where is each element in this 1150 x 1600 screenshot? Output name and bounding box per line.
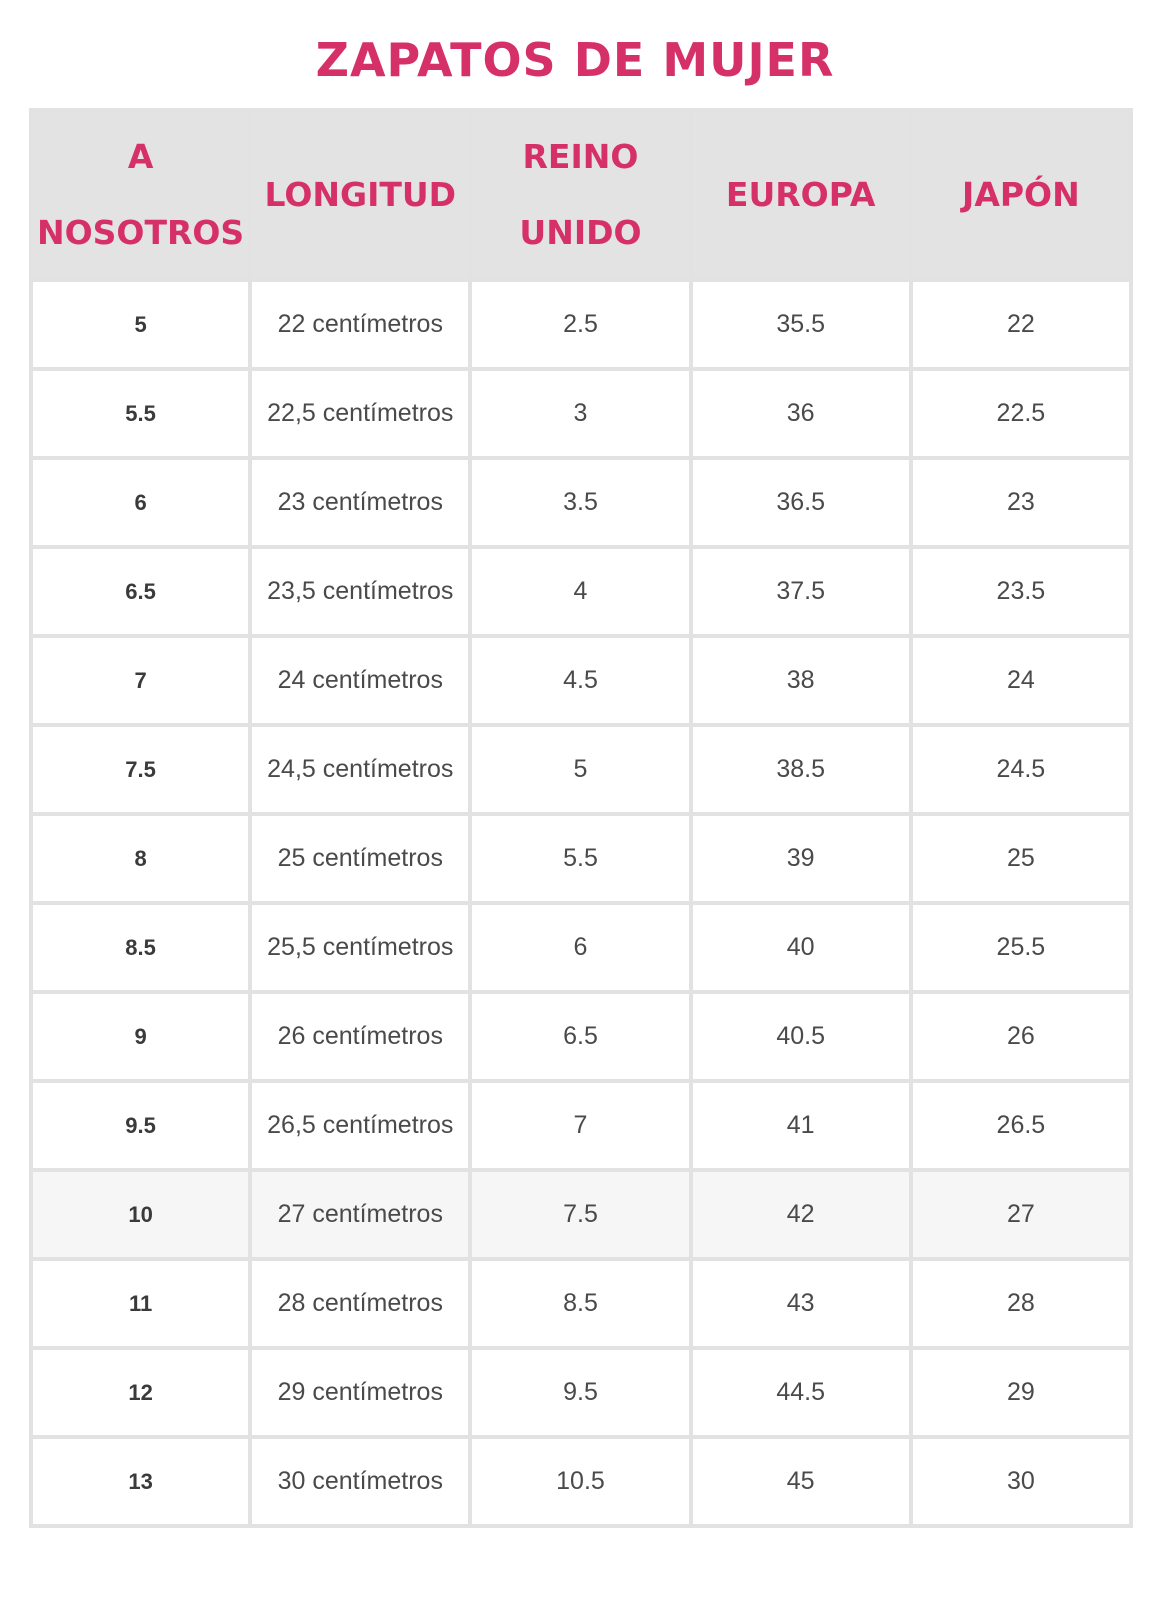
cell-us: 7.5 <box>33 727 248 812</box>
cell-europe: 38.5 <box>693 727 909 812</box>
cell-japan: 23.5 <box>913 549 1129 634</box>
cell-us: 13 <box>33 1439 248 1524</box>
cell-length: 28 centímetros <box>252 1261 468 1346</box>
cell-length: 24 centímetros <box>252 638 468 723</box>
cell-length: 22 centímetros <box>252 282 468 367</box>
cell-length: 27 centímetros <box>252 1172 468 1257</box>
cell-uk: 4.5 <box>472 638 688 723</box>
cell-japan: 24.5 <box>913 727 1129 812</box>
cell-us: 8.5 <box>33 905 248 990</box>
cell-uk: 9.5 <box>472 1350 688 1435</box>
header-us: A NOSOTROS <box>33 112 248 278</box>
header-length: LONGITUD <box>252 112 468 278</box>
cell-europe: 38 <box>693 638 909 723</box>
size-chart-table <box>29 108 1133 1528</box>
table-row <box>33 638 1129 723</box>
header-europe: EUROPA <box>693 112 909 278</box>
cell-us: 7 <box>33 638 248 723</box>
cell-us: 12 <box>33 1350 248 1435</box>
cell-us: 9 <box>33 994 248 1079</box>
table-row <box>33 282 1129 367</box>
cell-length: 24,5 centímetros <box>252 727 468 812</box>
cell-length: 22,5 centímetros <box>252 371 468 456</box>
cell-europe: 36.5 <box>693 460 909 545</box>
cell-europe: 39 <box>693 816 909 901</box>
cell-length: 23 centímetros <box>252 460 468 545</box>
cell-us: 6 <box>33 460 248 545</box>
table-row <box>33 460 1129 545</box>
table-body <box>33 282 1129 1524</box>
cell-uk: 8.5 <box>472 1261 688 1346</box>
cell-length: 26,5 centímetros <box>252 1083 468 1168</box>
cell-japan: 22.5 <box>913 371 1129 456</box>
cell-us: 5 <box>33 282 248 367</box>
cell-europe: 42 <box>693 1172 909 1257</box>
table-row <box>33 727 1129 812</box>
cell-uk: 3.5 <box>472 460 688 545</box>
table-row <box>33 371 1129 456</box>
header-uk: REINO UNIDO <box>472 112 688 278</box>
cell-us: 8 <box>33 816 248 901</box>
cell-us: 9.5 <box>33 1083 248 1168</box>
cell-japan: 26 <box>913 994 1129 1079</box>
cell-length: 29 centímetros <box>252 1350 468 1435</box>
cell-uk: 6.5 <box>472 994 688 1079</box>
cell-length: 25 centímetros <box>252 816 468 901</box>
cell-europe: 35.5 <box>693 282 909 367</box>
cell-europe: 44.5 <box>693 1350 909 1435</box>
table-row <box>33 1083 1129 1168</box>
cell-europe: 40 <box>693 905 909 990</box>
table-row <box>33 1350 1129 1435</box>
cell-japan: 30 <box>913 1439 1129 1524</box>
cell-europe: 45 <box>693 1439 909 1524</box>
cell-length: 25,5 centímetros <box>252 905 468 990</box>
header-row <box>33 112 1129 278</box>
table-row <box>33 1439 1129 1524</box>
cell-us: 6.5 <box>33 549 248 634</box>
cell-uk: 3 <box>472 371 688 456</box>
cell-uk: 6 <box>472 905 688 990</box>
cell-japan: 22 <box>913 282 1129 367</box>
cell-europe: 36 <box>693 371 909 456</box>
table-row <box>33 994 1129 1079</box>
cell-japan: 28 <box>913 1261 1129 1346</box>
cell-japan: 27 <box>913 1172 1129 1257</box>
cell-length: 23,5 centímetros <box>252 549 468 634</box>
cell-europe: 43 <box>693 1261 909 1346</box>
cell-japan: 26.5 <box>913 1083 1129 1168</box>
cell-japan: 24 <box>913 638 1129 723</box>
cell-europe: 40.5 <box>693 994 909 1079</box>
cell-japan: 25.5 <box>913 905 1129 990</box>
cell-length: 26 centímetros <box>252 994 468 1079</box>
cell-japan: 23 <box>913 460 1129 545</box>
table-row <box>33 549 1129 634</box>
cell-us: 5.5 <box>33 371 248 456</box>
cell-us: 11 <box>33 1261 248 1346</box>
cell-uk: 5.5 <box>472 816 688 901</box>
cell-us: 10 <box>33 1172 248 1257</box>
cell-uk: 10.5 <box>472 1439 688 1524</box>
cell-japan: 25 <box>913 816 1129 901</box>
cell-uk: 5 <box>472 727 688 812</box>
header-japan: JAPÓN <box>913 112 1129 278</box>
table-row <box>33 905 1129 990</box>
cell-europe: 41 <box>693 1083 909 1168</box>
table-row <box>33 816 1129 901</box>
table-row <box>33 1172 1129 1257</box>
cell-japan: 29 <box>913 1350 1129 1435</box>
cell-europe: 37.5 <box>693 549 909 634</box>
cell-uk: 4 <box>472 549 688 634</box>
cell-uk: 7.5 <box>472 1172 688 1257</box>
cell-uk: 2.5 <box>472 282 688 367</box>
table-row <box>33 1261 1129 1346</box>
cell-length: 30 centímetros <box>252 1439 468 1524</box>
cell-uk: 7 <box>472 1083 688 1168</box>
page-title: ZAPATOS DE MUJER <box>315 33 835 87</box>
